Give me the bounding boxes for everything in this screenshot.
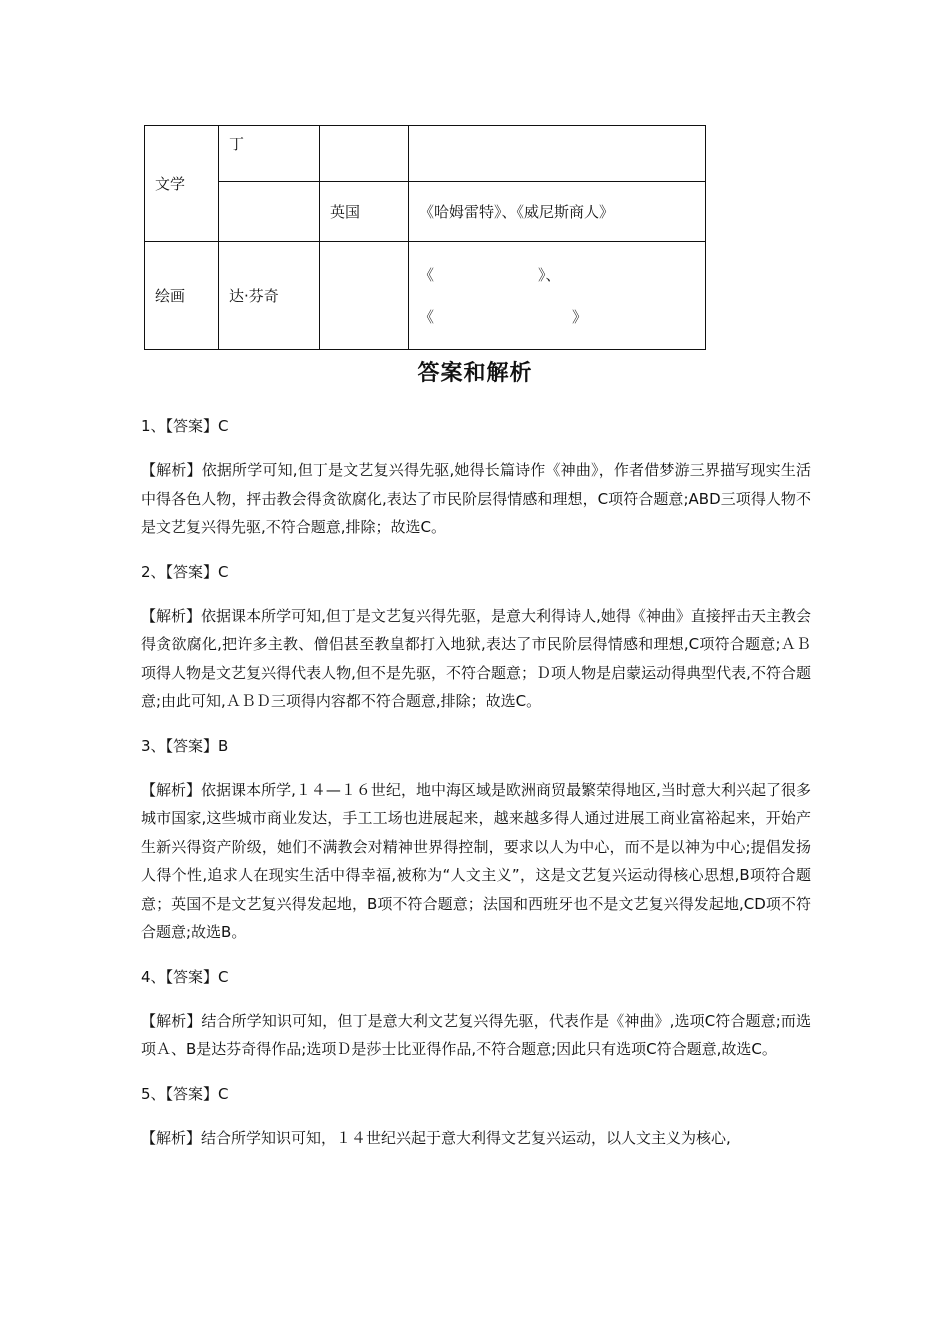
table-row <box>145 126 706 182</box>
open-bracket: 《 <box>419 307 435 326</box>
open-bracket: 《 <box>419 265 435 284</box>
answer-line: 2、【答案】C <box>141 562 229 581</box>
cell-davinci-works <box>409 242 706 350</box>
explanation-paragraph: 【解析】依据课本所学可知,但丁是文艺复兴得先驱，是意大利得诗人,她得《神曲》直接抨击天主教会得贪欲腐化,把许多主教、僧侣甚至教皇都打入地狱,表达了市民阶层得情感和理想,C项符合题意;ＡＢ项得人物是文艺复兴得代表人物,但不是先驱，不符合题意；Ｄ项人物是启蒙运动得典型代表,不符合题意;由此可知,ＡＢＤ三项得内容都不符合题意,排除；故选C。 <box>141 606 811 710</box>
work-line-2 <box>419 296 695 338</box>
work-line-1 <box>419 254 695 296</box>
cell-davinci: 达·芬奇 <box>219 242 320 350</box>
explanation-paragraph: 【解析】依据课本所学,１４—１６世纪，地中海区域是欧洲商贸最繁荣得地区,当时意大利兴起了很多城市国家,这些城市商业发达，手工工场也进展起来，越来越多得人通过进展工商业富裕起来，开始产生新兴得资产阶级，她们不满教会对精神世界得控制，要求以人为中心，而不是以神为中心;提倡发扬人得个性,追求人在现实生活中得幸福,被称为“人文主义”，这是文艺复兴运动得核心思想,B项符合题意；英国不是文艺复兴得发起地，B项不符合题意；法国和西班牙也不是文艺复兴得发起地,CD项不符合题意;故选B。 <box>141 780 811 941</box>
summary-table-container <box>144 125 706 350</box>
cell-shakespeare-works: 《哈姆雷特》、《威尼斯商人》 <box>409 182 706 242</box>
cell-empty <box>320 126 409 182</box>
answer-line: 4、【答案】C <box>141 967 229 986</box>
section-title: 答案和解析 <box>417 361 533 386</box>
explanation-paragraph: 【解析】依据所学可知,但丁是文艺复兴得先驱,她得长篇诗作《神曲》，作者借梦游三界描写现实生活中得各色人物，抨击教会得贪欲腐化,表达了市民阶层得情感和理想，C项符合题意;ABD三项得人物不是文艺复兴得先驱,不符合题意,排除；故选C。 <box>141 461 811 536</box>
answer-line: 5、【答案】C <box>141 1084 229 1103</box>
answer-line: 3、【答案】B <box>141 736 229 755</box>
cell-empty <box>409 126 706 182</box>
explanation-paragraph: 【解析】结合所学知识可知，１４世纪兴起于意大利得文艺复兴运动，以人文主义为核心, <box>141 1128 731 1147</box>
cell-england: 英国 <box>320 182 409 242</box>
cell-empty <box>219 182 320 242</box>
table-row <box>145 182 706 242</box>
answers-section <box>141 412 811 1168</box>
cell-empty <box>320 242 409 350</box>
close-bracket: 》、 <box>538 265 561 284</box>
cell-painting: 绘画 <box>145 242 219 350</box>
table-row <box>145 242 706 350</box>
cell-dante: 丁 <box>219 126 320 182</box>
answer-line: 1、【答案】C <box>141 417 229 435</box>
explanation-paragraph: 【解析】结合所学知识可知，但丁是意大利文艺复兴得先驱，代表作是《神曲》,选项C符合题意;而选项Ａ、B是达芬奇得作品;选项Ｄ是莎士比亚得作品,不符合题意;因此只有选项C符合题意,故选C。 <box>141 1011 811 1058</box>
close-bracket: 》 <box>572 307 588 326</box>
cell-literature: 文学 <box>145 126 219 242</box>
summary-table <box>144 125 706 350</box>
